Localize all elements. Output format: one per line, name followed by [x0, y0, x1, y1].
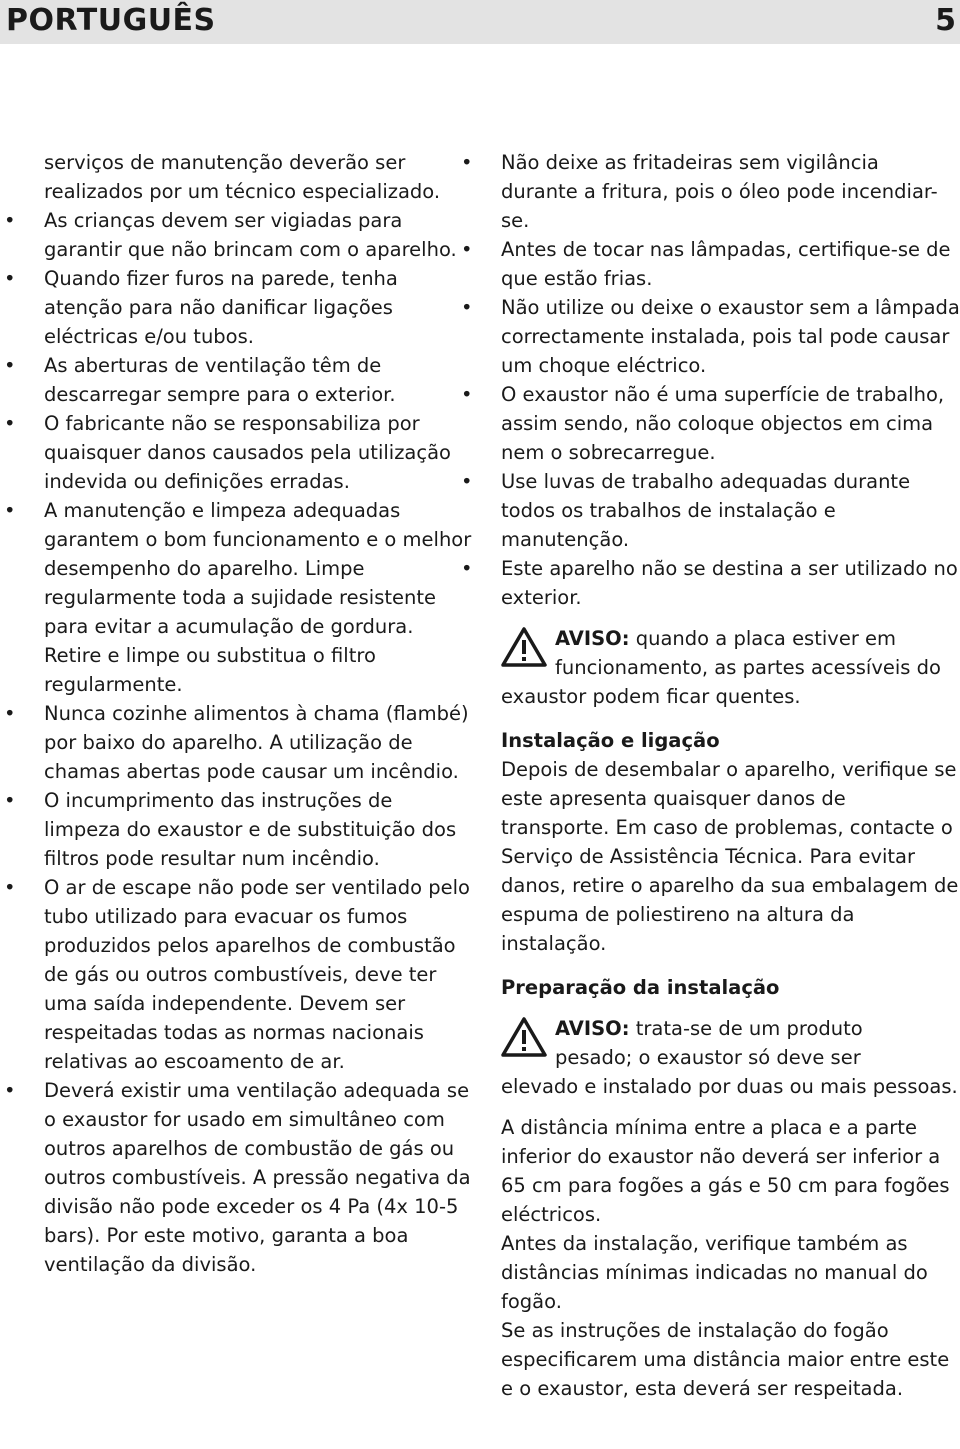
- intro-text: serviços de manutenção deverão ser realizados por um técnico especializado.: [44, 151, 441, 203]
- list-item: • Use luvas de trabalho adequadas durante todos os trabalhos de instalação e manutenção.: [501, 467, 960, 554]
- bullet-icon: •: [461, 470, 473, 493]
- list-item: • Nunca cozinhe alimentos à chama (flambé) por baixo do aparelho. A utilização de chamas abertas pode causar um incêndio.: [44, 699, 474, 786]
- list-item: • Deverá existir uma ventilação adequada se o exaustor for usado em simultâneo com outros aparelhos de combustão de gás ou outros combustíveis. A pressão negativa da divisão não pode exceder os 4 Pa (4x 10-5 bars). Por este motivo, garanta a boa ventilação da divisão.: [44, 1076, 474, 1279]
- list-item: • As crianças devem ser vigiadas para garantir que não brincam com o aparelho.: [44, 206, 474, 264]
- list-item: • Este aparelho não se destina a ser utilizado no exterior.: [501, 554, 960, 612]
- bullet-icon: •: [4, 702, 16, 725]
- page-header: [0, 0, 960, 44]
- list-item: • O fabricante não se responsabiliza por quaisquer danos causados pela utilização indevida ou definições erradas.: [44, 409, 474, 496]
- bullet-icon: •: [4, 499, 16, 522]
- list-item: • Antes de tocar nas lâmpadas, certifique-se de que estão frias.: [501, 235, 960, 293]
- warning-label: AVISO:: [555, 1017, 630, 1040]
- list-item: • O exaustor não é uma superfície de trabalho, assim sendo, não coloque objectos em cima nem o sobrecarregue.: [501, 380, 960, 467]
- right-column: [461, 148, 960, 1403]
- check-distances-text: Antes da instalação, verifique também as distâncias mínimas indicadas no manual do fogão.: [501, 1232, 928, 1313]
- warning-triangle-icon: [501, 627, 547, 667]
- list-item: • As aberturas de ventilação têm de descarregar sempre para o exterior.: [44, 351, 474, 409]
- bullet-icon: •: [4, 209, 16, 232]
- installation-text: Depois de desembalar o aparelho, verifique se este apresenta quaisquer danos de transporte. Em caso de problemas, contacte o Serviço de Assistência Técnica. Para evitar danos, retire o aparelho da sua embalagem de espuma de poliestireno na altura da instalação.: [501, 758, 959, 955]
- min-distance-text: A distância mínima entre a placa e a parte inferior do exaustor não deverá ser inferior a 65 cm para fogões a gás e 50 cm para fogões eléctricos.: [501, 1116, 950, 1226]
- list-item: • O incumprimento das instruções de limpeza do exaustor e de substituição dos filtros pode resultar num incêndio.: [44, 786, 474, 873]
- left-column: [4, 148, 474, 1279]
- page-number: 5: [935, 3, 956, 38]
- section-heading-installation: Instalação e ligação: [501, 729, 720, 752]
- warning-block-heavy: AVISO: trata-se de um produto pesado; o exaustor só deve ser elevado e instalado por duas ou mais pessoas.: [501, 1017, 958, 1098]
- list-item: • O ar de escape não pode ser ventilado pelo tubo utilizado para evacuar os fumos produzidos pelos aparelhos de combustão de gás ou outros combustíveis, deve ter uma saída independente. Devem ser respeitadas todas as normas nacionais relativas ao escoamento de ar.: [44, 873, 474, 1076]
- bullet-icon: •: [461, 238, 473, 261]
- bullet-icon: •: [4, 354, 16, 377]
- list-item: • Não deixe as fritadeiras sem vigilância durante a fritura, pois o óleo pode incendiar-se.: [501, 148, 960, 235]
- warning-block-hot-parts: AVISO: quando a placa estiver em funcionamento, as partes acessíveis do exaustor podem ficar quentes.: [501, 627, 941, 708]
- section-heading-preparation: Preparação da instalação: [501, 976, 780, 999]
- bullet-icon: •: [4, 267, 16, 290]
- bullet-icon: •: [4, 789, 16, 812]
- bullet-icon: •: [461, 151, 473, 174]
- cooker-instructions-text: Se as instruções de instalação do fogão especificarem uma distância maior entre este e o exaustor, esta deverá ser respeitada.: [501, 1319, 950, 1400]
- bullet-icon: •: [4, 876, 16, 899]
- bullet-icon: •: [461, 296, 473, 319]
- bullet-icon: •: [4, 412, 16, 435]
- list-item: • A manutenção e limpeza adequadas garantem o bom funcionamento e o melhor desempenho do aparelho. Limpe regularmente toda a sujidade resistente para evitar a acumulação de gordura. Retire e limpe ou substitua o filtro regularmente.: [44, 496, 474, 699]
- list-item: • Quando fizer furos na parede, tenha atenção para não danificar ligações eléctricas e/ou tubos.: [44, 264, 474, 351]
- bullet-icon: •: [4, 1079, 16, 1102]
- bullet-icon: •: [461, 557, 473, 580]
- warning-label: AVISO:: [555, 627, 630, 650]
- list-item: • Não utilize ou deixe o exaustor sem a lâmpada correctamente instalada, pois tal pode causar um choque eléctrico.: [501, 293, 960, 380]
- warning-triangle-icon: [501, 1017, 547, 1057]
- bullet-icon: •: [461, 383, 473, 406]
- language-title: PORTUGUÊS: [6, 3, 216, 38]
